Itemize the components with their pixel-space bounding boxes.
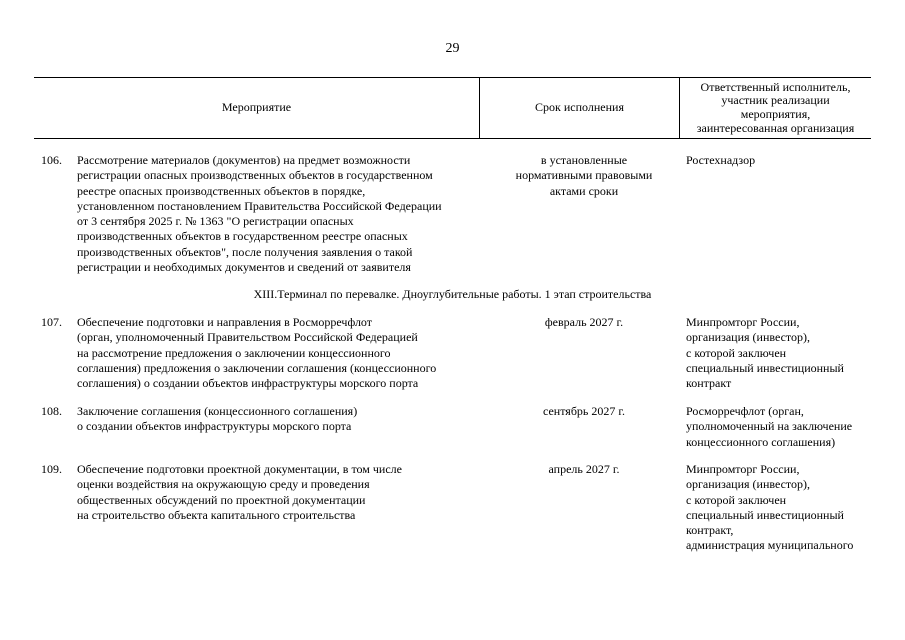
responsible-line: концессионного соглашения) <box>686 434 836 449</box>
term-line: февраль 2027 г. <box>544 315 624 329</box>
responsible-line: организация (инвестор), <box>686 477 810 492</box>
header-responsible-line: мероприятия, <box>740 107 811 121</box>
event-line: на строительство объекта капитального строительства <box>77 507 356 522</box>
event-line: регистрации и необходимых документов и сведений от заявителя <box>77 260 411 275</box>
responsible-line: контракт <box>686 376 732 391</box>
term-line: актами сроки <box>549 183 619 198</box>
event-line: Заключение соглашения (концессионного соглашения) <box>77 404 358 418</box>
header-responsible <box>680 78 871 138</box>
event-line: соглашения) о создании объектов инфраструктуры морского порта <box>77 376 419 391</box>
row-event <box>77 315 477 391</box>
header-responsible-line: заинтересованная организация <box>696 120 855 135</box>
event-line: производственных объектов в государственном реестре опасных <box>77 229 408 244</box>
row-number: 108. <box>41 404 62 418</box>
term-line: нормативными правовыми <box>515 168 653 183</box>
responsible-line: специальный инвестиционный <box>686 507 844 522</box>
row-number: 106. <box>41 153 62 167</box>
responsible-line: с которой заключен <box>686 345 787 360</box>
event-line: от 3 сентября 2025 г. № 1363 "О регистрации опасных <box>77 214 354 229</box>
event-line: Обеспечение подготовки проектной документации, в том числе <box>77 462 402 476</box>
event-line: Рассмотрение материалов (документов) на предмет возможности <box>77 153 411 167</box>
row-event <box>77 153 477 275</box>
row-event <box>77 462 477 523</box>
section-title: XIII.Терминал по перевалке. Дноуглубительные работы. 1 этап строительства <box>253 287 652 301</box>
row-term <box>484 462 684 477</box>
event-line: на рассмотрение предложения о заключении концессионного <box>77 345 391 360</box>
term-line: апрель 2027 г. <box>548 462 620 476</box>
responsible-line: Ростехнадзор <box>686 153 756 167</box>
term-line: сентябрь 2027 г. <box>543 404 625 418</box>
row-term <box>484 153 684 199</box>
event-line: Обеспечение подготовки и направления в Росморречфлот <box>77 315 373 329</box>
responsible-line: администрация муниципального <box>686 538 854 553</box>
row-responsible <box>686 462 876 554</box>
event-line: регистрации опасных производственных объектов в государственном <box>77 168 433 183</box>
responsible-line: организация (инвестор), <box>686 330 810 345</box>
event-line: оценки воздействия на окружающую среду и проведения <box>77 477 370 492</box>
row-responsible <box>686 404 876 450</box>
row-responsible <box>686 153 876 168</box>
row-responsible <box>686 315 876 391</box>
header-responsible-line: участник реализации <box>721 93 830 108</box>
row-number: 109. <box>41 462 62 476</box>
event-line: о создании объектов инфраструктуры морского порта <box>77 419 352 434</box>
event-line: производственных объектов", после получения заявления о такой <box>77 244 413 259</box>
event-line: реестре опасных производственных объектов в порядке, <box>77 183 366 198</box>
responsible-line: контракт, <box>686 523 734 538</box>
responsible-line: с которой заключен <box>686 492 787 507</box>
event-line: соглашения) предложения о заключении соглашения (концессионного <box>77 360 437 375</box>
responsible-line: Минпромторг России, <box>686 315 800 329</box>
event-line: общественных обсуждений по проектной документации <box>77 492 366 507</box>
header-responsible-line: Ответственный исполнитель, <box>700 79 851 94</box>
responsible-line: уполномоченный на заключение <box>686 419 853 434</box>
responsible-line: специальный инвестиционный <box>686 360 844 375</box>
header-term: Срок исполнения <box>535 100 624 115</box>
page-number: 29 <box>445 41 460 56</box>
header-event: Мероприятие <box>221 100 292 115</box>
event-line: (орган, уполномоченный Правительством Российской Федерацией <box>77 330 418 345</box>
event-line: установленном постановлением Правительства Российской Федерации <box>77 198 442 213</box>
row-number: 107. <box>41 315 62 329</box>
row-term <box>484 315 684 330</box>
responsible-line: Росморречфлот (орган, <box>686 404 804 418</box>
responsible-line: Минпромторг России, <box>686 462 800 476</box>
table-header <box>34 77 871 139</box>
row-term <box>484 404 684 419</box>
term-line: в установленные <box>540 153 628 167</box>
row-event <box>77 404 477 435</box>
